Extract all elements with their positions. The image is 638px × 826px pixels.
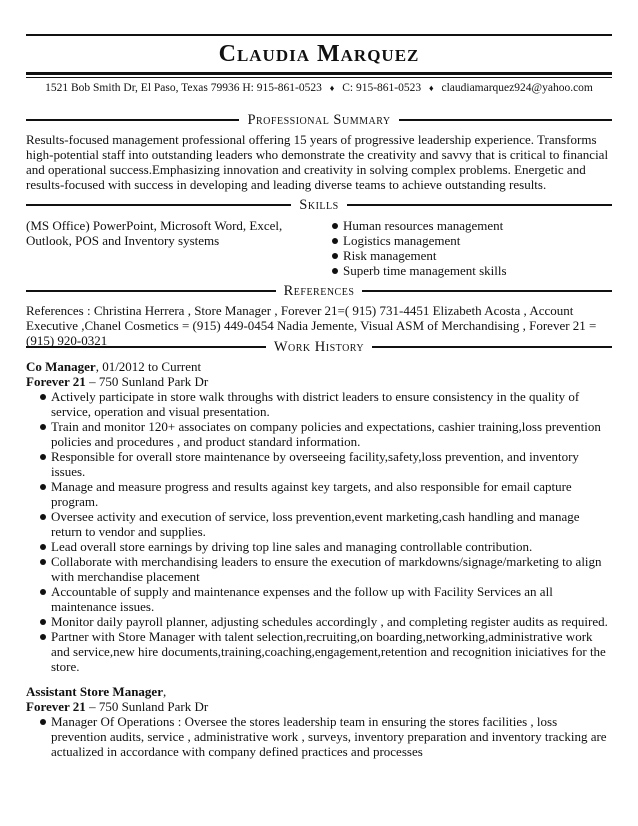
bullet-icon xyxy=(332,253,338,259)
job-company-line xyxy=(26,699,612,714)
job-dates: , xyxy=(162,684,167,699)
section-title: References xyxy=(283,282,355,299)
list-item: Train and monitor 120+ associates on company policies and expectations, cashier training,loss prevention policies and procedures , and product standard information. xyxy=(34,419,612,449)
section-heading-skills xyxy=(26,197,612,213)
section-heading-work xyxy=(26,339,612,355)
job-title: Co Manager xyxy=(26,359,96,374)
contact-email[interactable]: claudiamarquez924@yahoo.com xyxy=(441,82,593,94)
bullet-icon xyxy=(40,559,46,565)
name-rule-thick xyxy=(26,72,612,75)
skills-list xyxy=(326,218,612,278)
list-item: Manage and measure progress and results against key targets, and also responsible for email capture program. xyxy=(34,479,612,509)
top-rule xyxy=(26,34,612,36)
list-item: Collaborate with merchandising leaders to ensure the execution of markdowns/signage/marketing to align with merchandise placement xyxy=(34,554,612,584)
list-item: Actively participate in store walk throughs with district leaders to ensure consistency in the quality of service, operation and visual presentation. xyxy=(34,389,612,419)
job-title-line xyxy=(26,684,612,699)
job-company-line xyxy=(26,374,612,389)
list-item: Responsible for overall store maintenance by overseeing facility,safety,loss prevention, and inventory issues. xyxy=(34,449,612,479)
section-heading-references xyxy=(26,283,612,299)
summary-text: Results-focused management professional offering 15 years of progressive leadership experience. Transforms high-potential staff into outstanding leaders who demonstrate the creativity and savvy that is critical to financial and operational success.Emphasizing innovation and creativity in solving complex problems. Energetic and results-focused with success in developing and leading diverse teams to achieve outstanding results. xyxy=(26,132,609,192)
references-text: References : Christina Herrera , Store Manager , Forever 21=( 915) 731-4451 Elizabeth Acosta , Account Executive ,Chanel Cosmetics = (915) 449-0454 Nadia Jemente, Visual ASM of Merchandising , Forever 21 =(915) 920-0321 xyxy=(26,303,597,348)
bullet-icon xyxy=(40,394,46,400)
section-title: Skills xyxy=(299,196,339,213)
bullet-icon xyxy=(40,589,46,595)
job-bullets xyxy=(34,389,612,674)
section-title: Work History xyxy=(273,338,365,355)
job-dates: , 01/2012 to Current xyxy=(95,359,202,374)
list-item: Monitor daily payroll planner, adjusting schedules accordingly , and completing register audits as required. xyxy=(34,614,612,629)
section-heading-summary xyxy=(26,112,612,128)
contact-address: 1521 Bob Smith Dr, El Paso, Texas 79936 H: 915-861-0523 xyxy=(45,82,322,94)
list-item: Human resources management xyxy=(326,218,612,233)
diamond-separator-icon: ♦ xyxy=(329,83,335,93)
section-title: Professional Summary xyxy=(247,111,391,128)
list-item: Manager Of Operations : Oversee the stores leadership team in ensuring the stores facilities , loss prevention audits, service , administrative work , surveys, inventory preparation and inventory tracking are actualized in accordance with company defined practices and processes xyxy=(34,714,612,759)
job-company: Forever 21 xyxy=(26,374,86,389)
list-item: Partner with Store Manager with talent selection,recruiting,on boarding,networking,administrative work and service,new hire documents,training,coaching,engagement,retention and recognition iniciatives for the store. xyxy=(34,629,612,674)
list-item: Oversee activity and execution of service, loss prevention,event marketing,cash handling and manage return to vendor and supplies. xyxy=(34,509,612,539)
job-title-line xyxy=(26,359,612,374)
bullet-icon xyxy=(40,719,46,725)
bullet-icon xyxy=(40,454,46,460)
candidate-name: Claudia Marquez xyxy=(218,41,420,67)
name-rule-thin xyxy=(26,77,612,78)
list-item: Lead overall store earnings by driving top line sales and managing controllable contribution. xyxy=(34,539,612,554)
bullet-icon xyxy=(40,634,46,640)
job-bullets xyxy=(34,714,612,759)
skills-left-text: (MS Office) PowerPoint, Microsoft Word, Excel, Outlook, POS and Inventory systems xyxy=(26,218,283,248)
contact-cell: C: 915-861-0523 xyxy=(342,82,422,94)
diamond-separator-icon: ♦ xyxy=(429,83,434,93)
list-item: Superb time management skills xyxy=(326,263,612,278)
bullet-icon xyxy=(332,238,338,244)
bullet-icon xyxy=(40,484,46,490)
contact-line xyxy=(26,80,612,96)
list-item: Accountable of supply and maintenance expenses and the follow up with Facility Services an all maintenance issues. xyxy=(34,584,612,614)
bullet-icon xyxy=(332,268,338,274)
list-item: Logistics management xyxy=(326,233,612,248)
bullet-icon xyxy=(40,544,46,550)
job-title: Assistant Store Manager xyxy=(26,684,163,699)
bullet-icon xyxy=(332,223,338,229)
list-item: Risk management xyxy=(326,248,612,263)
bullet-icon xyxy=(40,619,46,625)
bullet-icon xyxy=(40,424,46,430)
job-location: – 750 Sunland Park Dr xyxy=(85,699,209,714)
bullet-icon xyxy=(40,514,46,520)
job-location: – 750 Sunland Park Dr xyxy=(85,374,209,389)
job-company: Forever 21 xyxy=(26,699,86,714)
